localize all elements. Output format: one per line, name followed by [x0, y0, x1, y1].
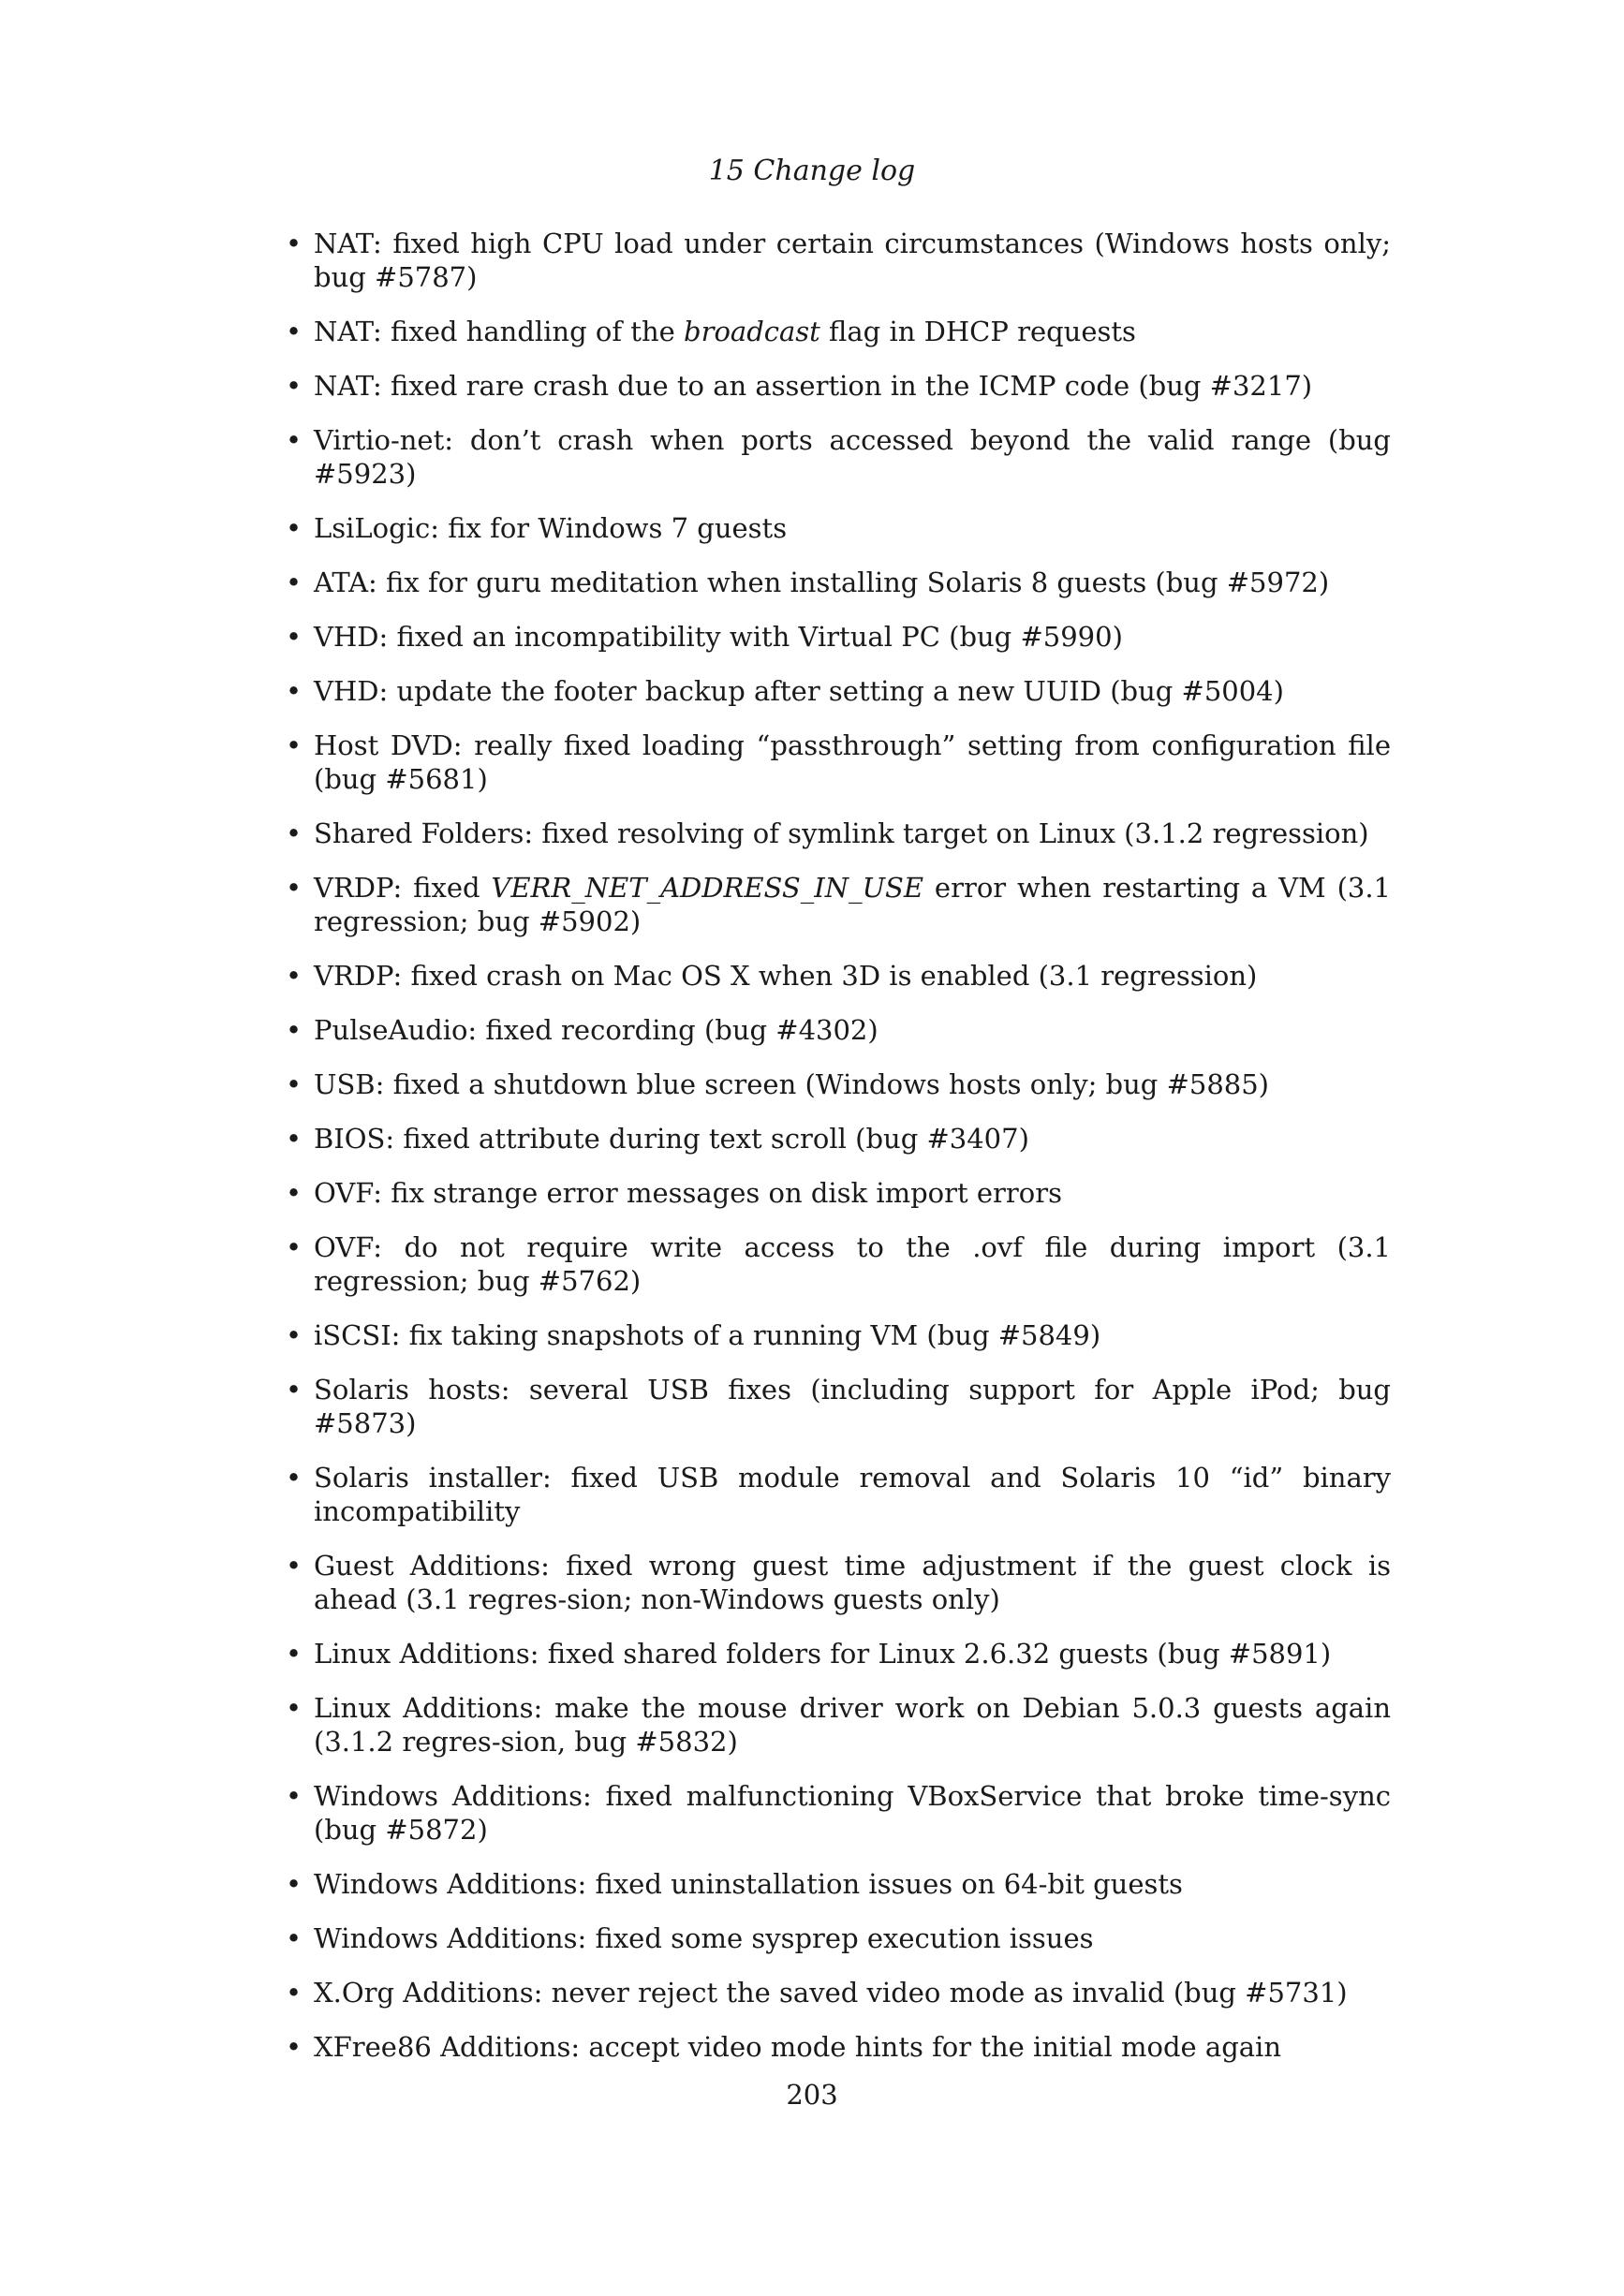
- list-item-text: USB: fixed a shutdown blue screen (Windows hosts only; bug #5885): [314, 1068, 1269, 1100]
- list-item-text: iSCSI: fix taking snapshots of a running VM (bug #5849): [314, 1319, 1101, 1351]
- list-item-text-pre: NAT: fixed handling of the: [314, 316, 685, 347]
- list-item: [286, 959, 1391, 993]
- list-item: [286, 729, 1391, 796]
- list-item: [286, 1921, 1391, 1955]
- list-item-text: NAT: fixed rare crash due to an assertion in the ICMP code (bug #3217): [314, 370, 1313, 402]
- list-item-text: VHD: update the footer backup after setting a new UUID (bug #5004): [314, 675, 1284, 707]
- bullet-icon: •: [286, 567, 303, 598]
- bullet-icon: •: [286, 1977, 303, 2009]
- list-item-text: VRDP: fixed crash on Mac OS X when 3D is enabled (3.1 regression): [314, 960, 1258, 992]
- list-item-text: OVF: do not require write access to the .ovf file during import (3.1 regression; bug #5762): [314, 1231, 1391, 1297]
- list-item-text: Windows Additions: fixed uninstallation issues on 64-bit guests: [314, 1868, 1183, 1900]
- bullet-icon: •: [286, 872, 303, 904]
- list-item-text: X.Org Additions: never reject the saved video mode as invalid (bug #5731): [314, 1977, 1348, 2009]
- list-item: [286, 1067, 1391, 1101]
- list-item-text: Linux Additions: fixed shared folders for Linux 2.6.32 guests (bug #5891): [314, 1638, 1332, 1670]
- list-item: [286, 817, 1391, 850]
- list-item: [286, 1122, 1391, 1155]
- bullet-icon: •: [286, 1462, 303, 1494]
- list-item-text: Host DVD: really fixed loading “passthrough” setting from configuration file (bug #5681): [314, 729, 1391, 795]
- list-item-text: LsiLogic: fix for Windows 7 guests: [314, 512, 788, 544]
- list-item: [286, 1230, 1391, 1298]
- list-item: [286, 1867, 1391, 1901]
- list-item-text: Windows Additions: fixed some sysprep execution issues: [314, 1922, 1094, 1954]
- bullet-icon: •: [286, 424, 303, 456]
- list-item: [286, 871, 1391, 938]
- bullet-icon: •: [286, 1374, 303, 1406]
- bullet-icon: •: [286, 370, 303, 402]
- list-item-text: XFree86 Additions: accept video mode hints for the initial mode again: [314, 2031, 1281, 2063]
- list-item: [286, 1318, 1391, 1352]
- list-item-text: ATA: fix for guru meditation when installing Solaris 8 guests (bug #5972): [314, 567, 1330, 598]
- list-item: [286, 369, 1391, 403]
- bullet-icon: •: [286, 1319, 303, 1351]
- list-item-text: OVF: fix strange error messages on disk import errors: [314, 1177, 1062, 1209]
- list-item-emphasis: VERR_NET_ADDRESS_IN_USE: [491, 872, 924, 904]
- bullet-icon: •: [286, 1231, 303, 1263]
- list-item-text: Shared Folders: fixed resolving of symlink target on Linux (3.1.2 regression): [314, 817, 1369, 849]
- list-item: [286, 511, 1391, 545]
- list-item: [286, 423, 1391, 491]
- list-item-text: PulseAudio: fixed recording (bug #4302): [314, 1014, 878, 1046]
- bullet-icon: •: [286, 1780, 303, 1812]
- list-item: [286, 566, 1391, 599]
- list-item: [286, 2030, 1391, 2064]
- list-item: [286, 1013, 1391, 1047]
- list-item-text: Solaris hosts: several USB fixes (including support for Apple iPod; bug #5873): [314, 1374, 1391, 1439]
- bullet-icon: •: [286, 2031, 303, 2063]
- bullet-icon: •: [286, 1123, 303, 1155]
- list-item-text: NAT: fixed high CPU load under certain circumstances (Windows hosts only; bug #5787): [314, 228, 1391, 293]
- list-item-text: Virtio-net: don’t crash when ports accessed beyond the valid range (bug #5923): [314, 424, 1391, 490]
- list-item: [286, 674, 1391, 708]
- bullet-icon: •: [286, 1868, 303, 1900]
- bullet-icon: •: [286, 316, 303, 347]
- changelog-list: [286, 227, 1391, 2084]
- list-item-text: Guest Additions: fixed wrong guest time adjustment if the guest clock is ahead (3.1 regres-sion; non-Windows guests only): [314, 1550, 1391, 1615]
- page-number: 203: [786, 2079, 838, 2111]
- bullet-icon: •: [286, 512, 303, 544]
- list-item: [286, 1549, 1391, 1616]
- list-item: [286, 315, 1391, 348]
- bullet-icon: •: [286, 1922, 303, 1954]
- bullet-icon: •: [286, 1692, 303, 1724]
- list-item: [286, 1779, 1391, 1847]
- list-item-text: VHD: fixed an incompatibility with Virtual PC (bug #5990): [314, 621, 1123, 653]
- list-item-text: BIOS: fixed attribute during text scroll (bug #3407): [314, 1123, 1029, 1155]
- list-item: [286, 1176, 1391, 1210]
- bullet-icon: •: [286, 960, 303, 992]
- bullet-icon: •: [286, 817, 303, 849]
- list-item: [286, 1637, 1391, 1670]
- list-item: [286, 1461, 1391, 1528]
- list-item: [286, 1976, 1391, 2009]
- bullet-icon: •: [286, 729, 303, 761]
- list-item: [286, 227, 1391, 294]
- bullet-icon: •: [286, 228, 303, 259]
- list-item-text-pre: VRDP: fixed: [314, 872, 492, 904]
- list-item-text-post: flag in DHCP requests: [819, 316, 1136, 347]
- list-item: [286, 1691, 1391, 1759]
- list-item-text-post: error when restarting a VM (3.1 regression; bug #5902): [314, 872, 1392, 937]
- bullet-icon: •: [286, 1068, 303, 1100]
- bullet-icon: •: [286, 1177, 303, 1209]
- bullet-icon: •: [286, 621, 303, 653]
- bullet-icon: •: [286, 1638, 303, 1670]
- bullet-icon: •: [286, 1550, 303, 1582]
- bullet-icon: •: [286, 675, 303, 707]
- list-item-text: Windows Additions: fixed malfunctioning VBoxService that broke time-sync (bug #5872): [314, 1780, 1391, 1846]
- list-item-text: Solaris installer: fixed USB module removal and Solaris 10 “id” binary incompatibility: [314, 1462, 1391, 1527]
- list-item: [286, 620, 1391, 654]
- bullet-icon: •: [286, 1014, 303, 1046]
- list-item-emphasis: broadcast: [684, 316, 820, 347]
- list-item: [286, 1373, 1391, 1440]
- list-item-text: Linux Additions: make the mouse driver work on Debian 5.0.3 guests again (3.1.2 regres-sion, bug #5832): [314, 1692, 1391, 1758]
- page-header: 15 Change log: [708, 155, 916, 187]
